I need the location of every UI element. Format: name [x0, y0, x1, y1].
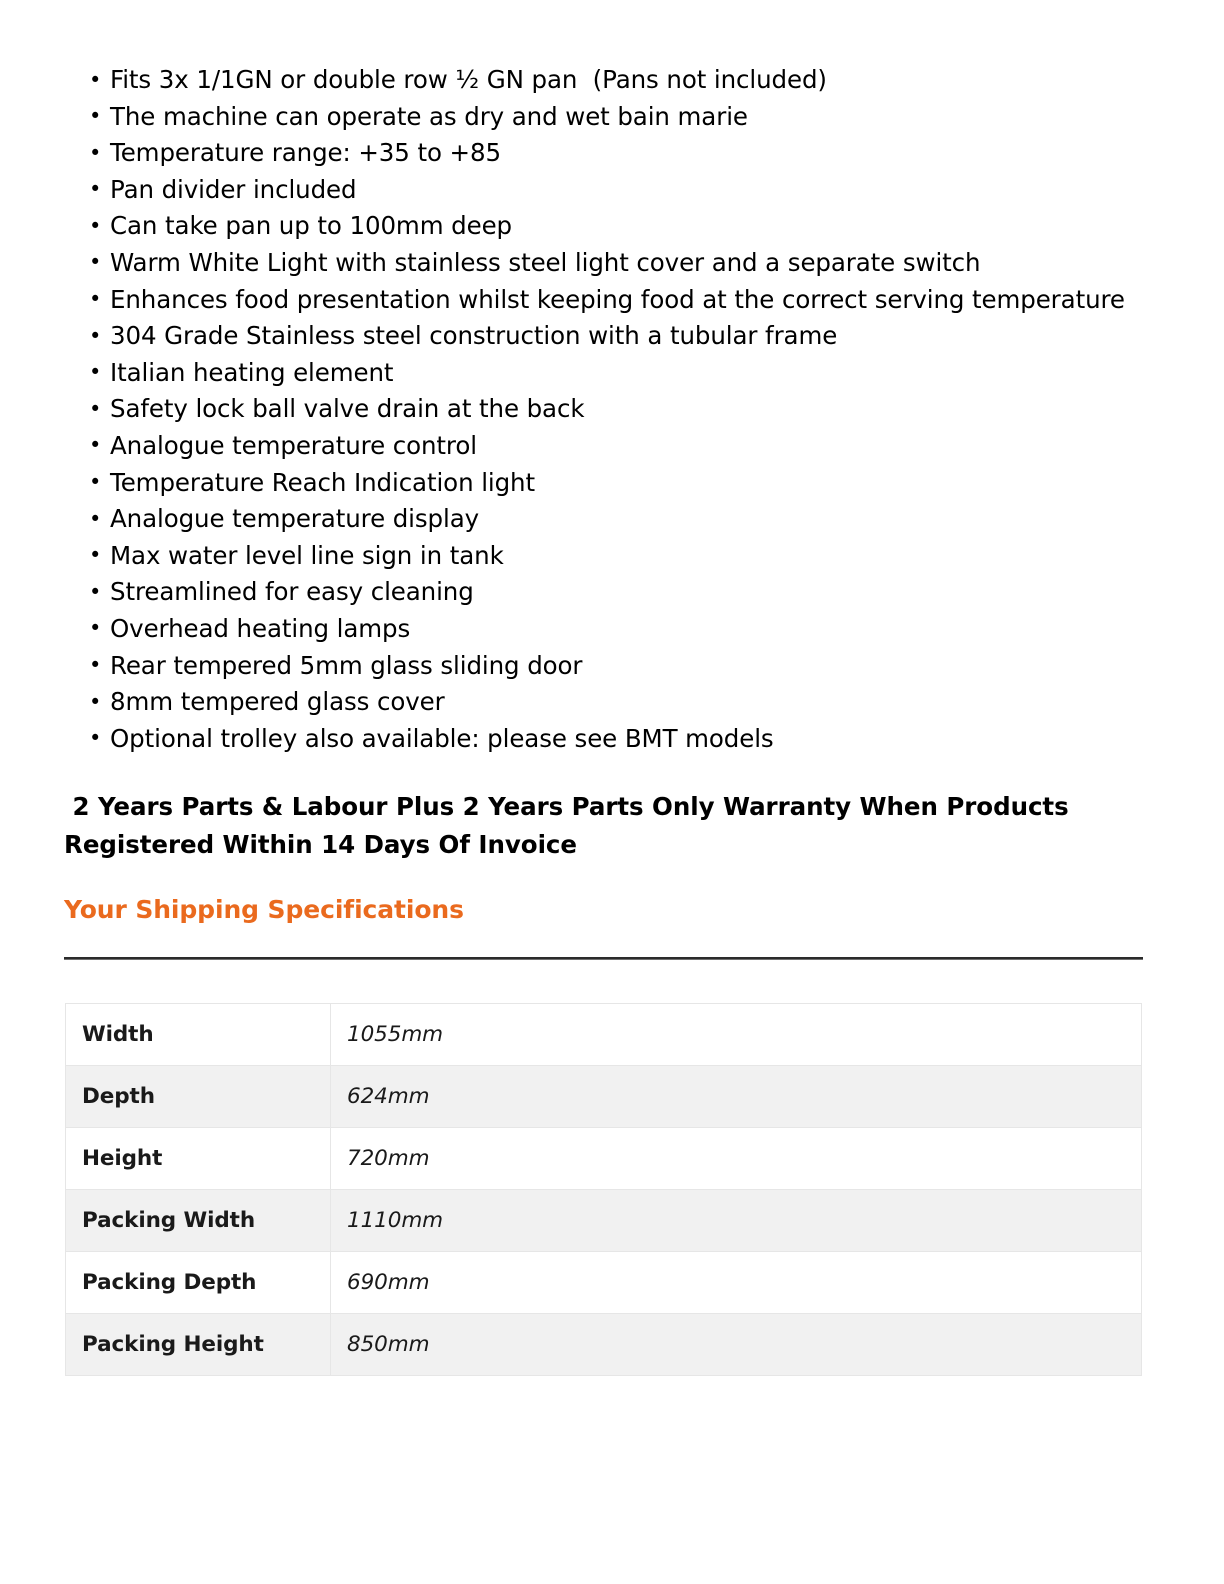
table-row — [66, 1252, 1142, 1314]
section-divider — [64, 957, 1143, 960]
list-item: • Analogue temperature display — [110, 501, 1190, 538]
list-item: • 8mm tempered glass cover — [110, 684, 1190, 721]
table-row — [66, 1128, 1142, 1190]
list-item: • Temperature Reach Indication light — [110, 465, 1190, 502]
list-item: • Pan divider included — [110, 172, 1190, 209]
list-item: • Optional trolley also available: please see BMT models — [110, 721, 1190, 758]
spec-value: 1055mm — [331, 1004, 1142, 1066]
table-row — [66, 1190, 1142, 1252]
spec-value: 850mm — [331, 1314, 1142, 1376]
list-item: • Max water level line sign in tank — [110, 538, 1190, 575]
table-row — [66, 1004, 1142, 1066]
page-title: Your Shipping Specifications — [64, 895, 464, 924]
list-item: • Streamlined for easy cleaning — [110, 574, 1190, 611]
list-item: • Overhead heating lamps — [110, 611, 1190, 648]
spec-value: 690mm — [331, 1252, 1142, 1314]
list-item: • Analogue temperature control — [110, 428, 1190, 465]
list-item: • 304 Grade Stainless steel construction with a tubular frame — [110, 318, 1190, 355]
spec-value: 720mm — [331, 1128, 1142, 1190]
list-item: • Temperature range: +35 to +85 — [110, 135, 1190, 172]
spec-label: Packing Width — [66, 1190, 331, 1252]
table-row — [66, 1066, 1142, 1128]
spec-label: Depth — [66, 1066, 331, 1128]
list-item: • Rear tempered 5mm glass sliding door — [110, 648, 1190, 685]
list-item: • Can take pan up to 100mm deep — [110, 208, 1190, 245]
spec-value: 1110mm — [331, 1190, 1142, 1252]
list-item: • Warm White Light with stainless steel light cover and a separate switch — [110, 245, 1190, 282]
spec-label: Packing Height — [66, 1314, 331, 1376]
shipping-specifications-table — [65, 1003, 1142, 1376]
list-item: • Safety lock ball valve drain at the back — [110, 391, 1190, 428]
spec-value: 624mm — [331, 1066, 1142, 1128]
list-item: • Enhances food presentation whilst keeping food at the correct serving temperature — [110, 282, 1190, 319]
spec-label: Height — [66, 1128, 331, 1190]
warranty-statement: 2 Years Parts & Labour Plus 2 Years Parts Only Warranty When Products Registered Within 14 Days Of Invoice — [64, 792, 1078, 859]
list-item: • Italian heating element — [110, 355, 1190, 392]
list-item: • Fits 3x 1/1GN or double row ½ GN pan (Pans not included) — [110, 62, 1190, 99]
spec-label: Width — [66, 1004, 331, 1066]
feature-bullet-list — [64, 62, 1190, 757]
spec-label: Packing Depth — [66, 1252, 331, 1314]
list-item: • The machine can operate as dry and wet bain marie — [110, 99, 1190, 136]
table-row — [66, 1314, 1142, 1376]
